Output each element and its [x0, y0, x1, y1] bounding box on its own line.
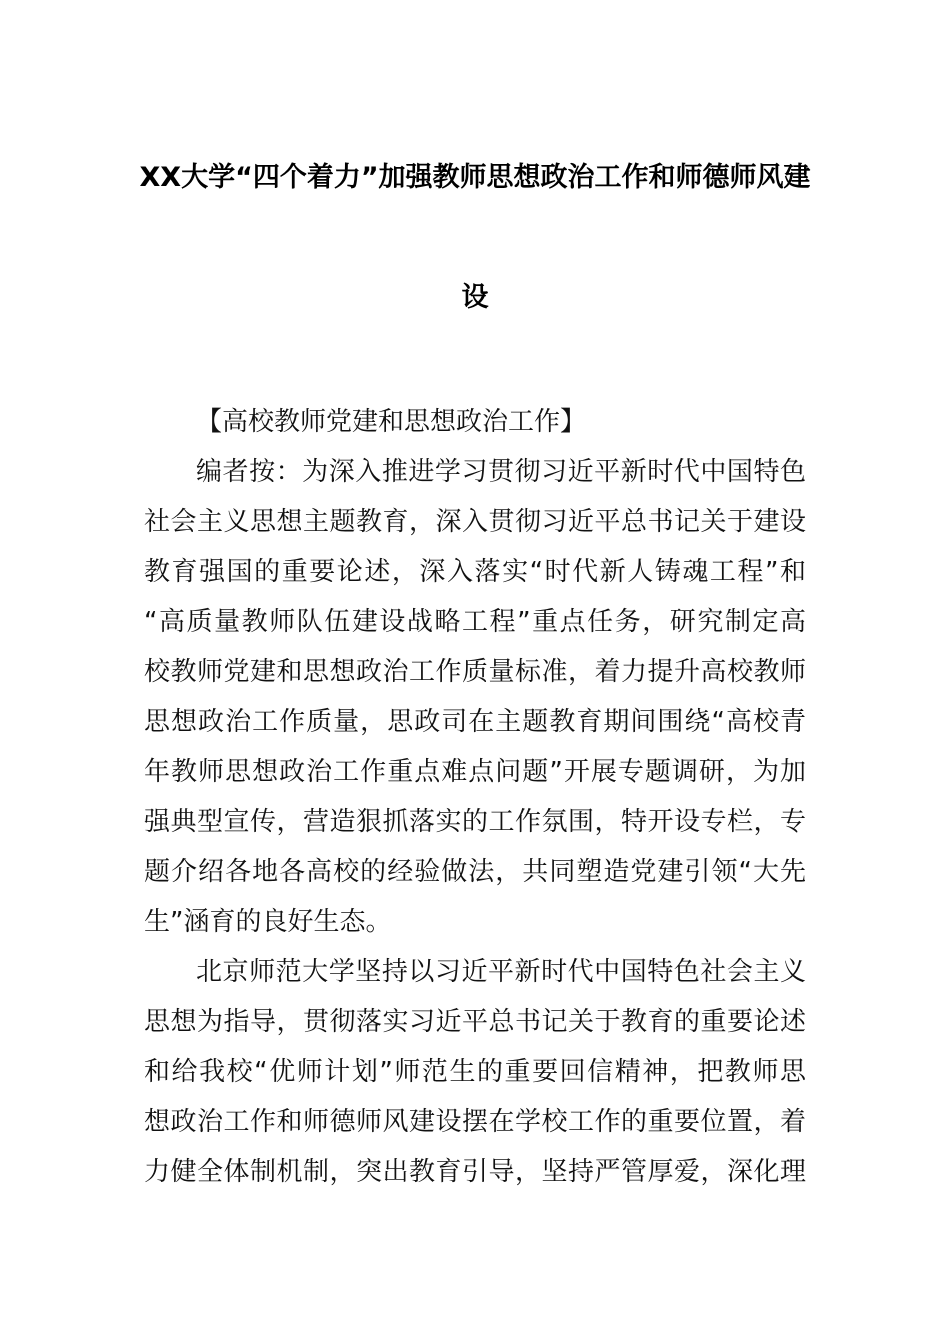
body-paragraph — [144, 947, 806, 1197]
paragraph-line: “高质量教师队伍建设战略工程”重点任务，研究制定高 — [144, 607, 806, 637]
document-title-line-1: XX大学“四个着力”加强教师思想政治工作和师德师风建 — [139, 162, 811, 193]
paragraph-line: 生”涵育的良好生态。 — [144, 907, 392, 937]
paragraph-line: 强典型宣传，营造狠抓落实的工作氛围，特开设专栏，专 — [144, 807, 806, 837]
paragraph-line: 教育强国的重要论述，深入落实“时代新人铸魂工程”和 — [144, 557, 806, 587]
document-title-line-2: 设 — [461, 282, 489, 313]
editor-note-paragraph — [144, 447, 806, 947]
paragraph-line: 思想政治工作质量，思政司在主题教育期间围绕“高校青 — [144, 707, 806, 737]
paragraph-line: 北京师范大学坚持以习近平新时代中国特色社会主义 — [196, 957, 806, 987]
paragraph-line: 校教师党建和思想政治工作质量标准，着力提升高校教师 — [144, 657, 806, 687]
paragraph-line: 力健全体制机制，突出教育引导，坚持严管厚爱，深化理 — [144, 1157, 806, 1187]
paragraph-line: 年教师思想政治工作重点难点问题”开展专题调研，为加 — [144, 757, 806, 787]
section-label: 【高校教师党建和思想政治工作】 — [196, 407, 587, 437]
paragraph-line: 题介绍各地各高校的经验做法，共同塑造党建引领“大先 — [144, 857, 806, 887]
paragraph-line: 和给我校“优师计划”师范生的重要回信精神，把教师思 — [144, 1057, 806, 1087]
paragraph-line: 想政治工作和师德师风建设摆在学校工作的重要位置，着 — [144, 1107, 806, 1137]
paragraph-line: 社会主义思想主题教育，深入贯彻习近平总书记关于建设 — [144, 507, 806, 537]
paragraph-line: 思想为指导，贯彻落实习近平总书记关于教育的重要论述 — [144, 1007, 806, 1037]
paragraph-line: 编者按：为深入推进学习贯彻习近平新时代中国特色 — [196, 457, 806, 487]
